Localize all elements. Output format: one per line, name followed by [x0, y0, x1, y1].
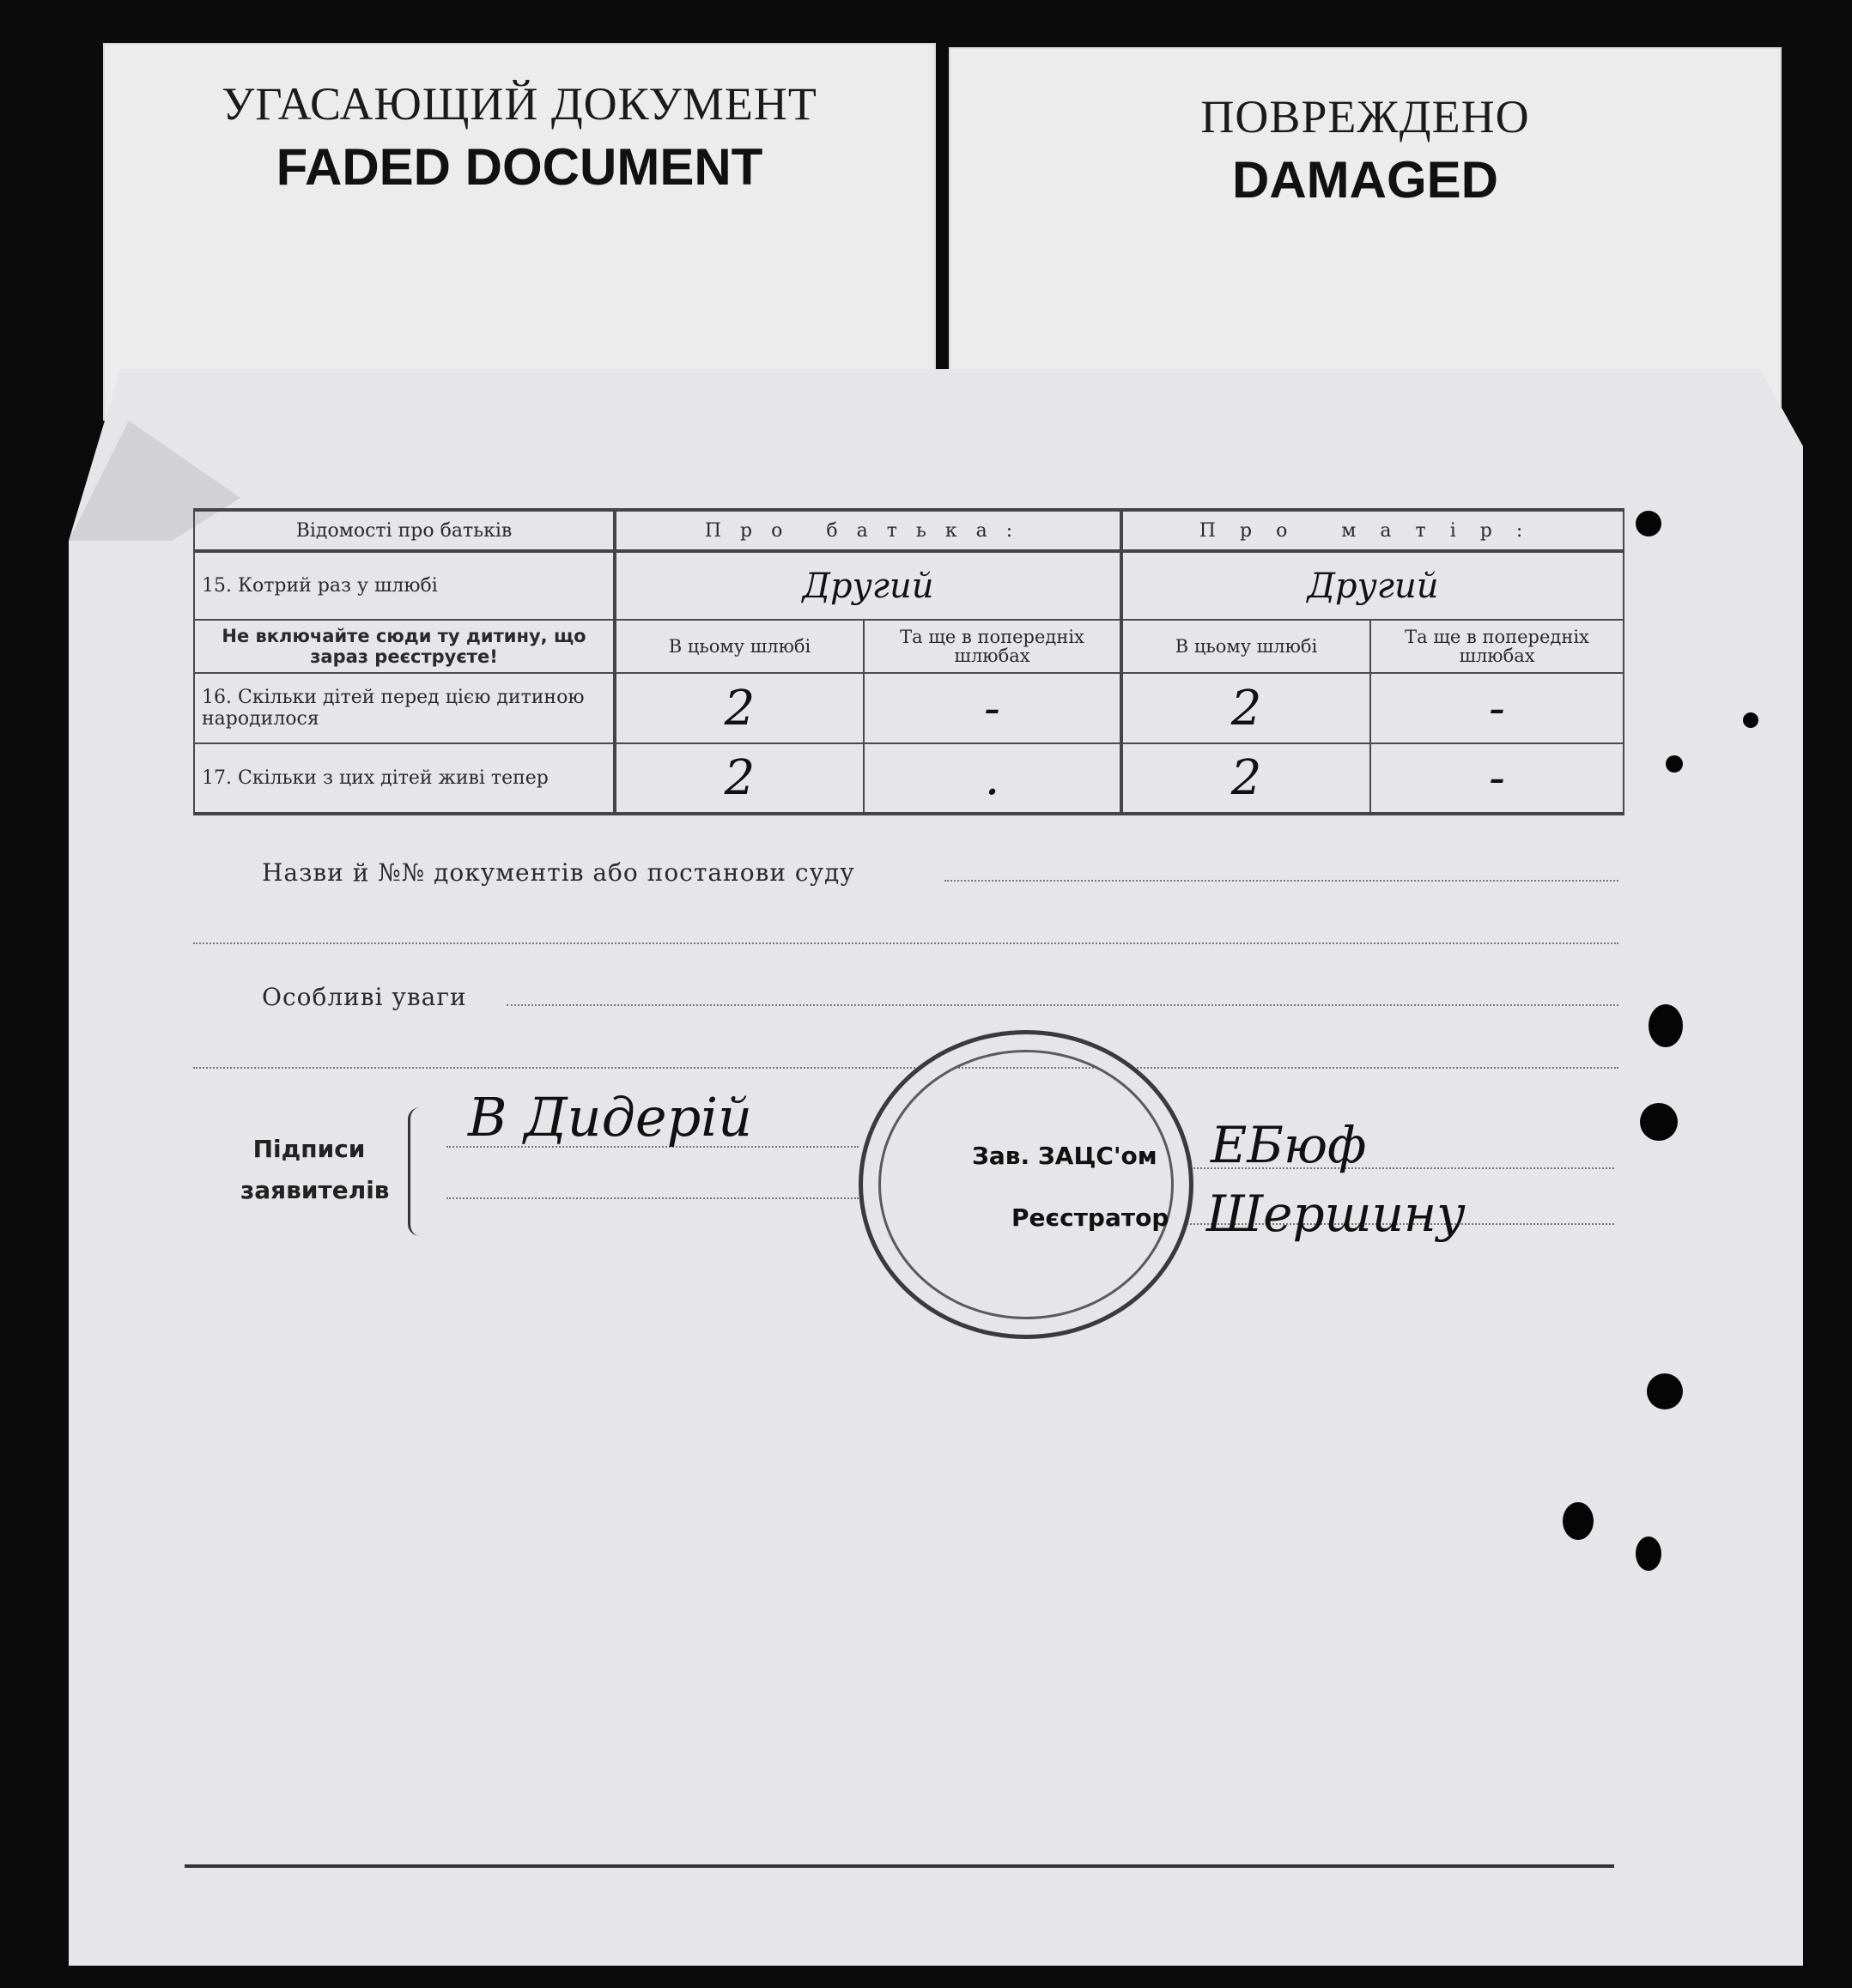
registrar-signature: Шершину [1206, 1185, 1466, 1243]
punch-hole [1636, 1536, 1661, 1571]
applicants-signatures-label: Підписи заявителів [240, 1135, 390, 1204]
row15-label: 15. Котрий раз у шлюбі [194, 551, 615, 620]
applicant-signature: В Дидерій [468, 1086, 753, 1149]
row15-mother-value: Другий [1121, 551, 1624, 620]
mother-previous-header: Та ще в попередніх шлюбах [1370, 620, 1624, 673]
faded-document-card [103, 43, 936, 421]
signature-brace [408, 1107, 428, 1236]
documents-field-line [944, 880, 1618, 882]
row16-label: 16. Скільки дітей перед цією дитиною народилося [194, 673, 615, 743]
punch-hole [1647, 1373, 1683, 1409]
row16-father-this: 2 [615, 673, 864, 743]
remarks-field-line-2 [193, 1067, 1618, 1069]
table-row-17 [194, 743, 1624, 814]
damaged-card-russian: ПОВРЕЖДЕНО [1200, 91, 1530, 142]
documents-field-line-2 [193, 942, 1618, 944]
faded-card-russian: УГАСАЮЩИЙ ДОКУМЕНТ [222, 78, 817, 130]
header-parents-info: Відомості про батьків [194, 510, 615, 551]
row17-father-this: 2 [615, 743, 864, 814]
exclusion-note: Не включайте сюди ту дитину, що зараз реєструєте! [194, 620, 615, 673]
bottom-rule [185, 1864, 1614, 1868]
registrar-label: Реєстратор [1011, 1203, 1169, 1232]
punch-hole [1743, 712, 1758, 728]
remarks-field-label: Особливі уваги [262, 983, 467, 1011]
punch-hole [1563, 1502, 1594, 1540]
mother-this-marriage-header: В цьому шлюбі [1121, 620, 1370, 673]
remarks-field-line [507, 1004, 1618, 1006]
father-this-marriage-header: В цьому шлюбі [615, 620, 864, 673]
father-previous-header: Та ще в попередніх шлюбах [864, 620, 1121, 673]
parents-info-table [193, 508, 1624, 815]
official-seal [859, 1030, 1193, 1339]
row17-mother-previous: - [1370, 743, 1624, 814]
documents-field-label: Назви й №№ документів або постанови суду [262, 858, 855, 887]
row17-mother-this: 2 [1121, 743, 1370, 814]
table-row-16 [194, 673, 1624, 743]
punch-hole [1666, 755, 1683, 773]
punch-hole [1649, 1004, 1683, 1047]
table-row-15 [194, 551, 1624, 620]
head-of-registry-label: Зав. ЗАЦС'ом [972, 1142, 1157, 1170]
header-father: Про батька: [615, 510, 1121, 551]
applicant-signature-line-2 [446, 1197, 859, 1199]
row16-mother-this: 2 [1121, 673, 1370, 743]
table-header-row [194, 510, 1624, 551]
row15-father-value: Другий [615, 551, 1121, 620]
header-mother: Про матір: [1121, 510, 1624, 551]
punch-hole [1636, 511, 1661, 536]
faded-card-english: FADED DOCUMENT [276, 138, 763, 196]
row17-label: 17. Скільки з цих дітей живі тепер [194, 743, 615, 814]
row16-father-previous: - [864, 673, 1121, 743]
row17-father-previous: . [864, 743, 1121, 814]
damaged-card-english: DAMAGED [1232, 151, 1498, 209]
head-signature: ЕБюф [1211, 1116, 1367, 1174]
row16-mother-previous: - [1370, 673, 1624, 743]
punch-hole [1640, 1103, 1678, 1141]
table-subheader-row [194, 620, 1624, 673]
